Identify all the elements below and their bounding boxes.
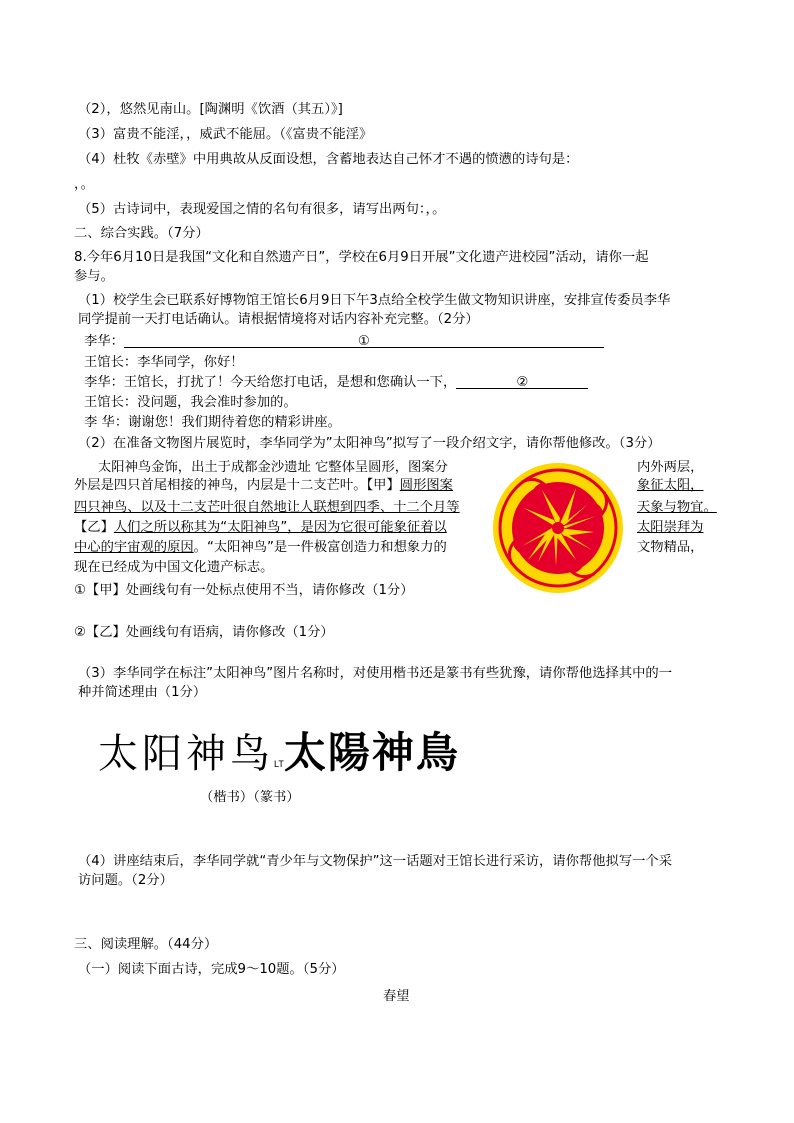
p3-line-1: （3）李华同学在标注”太阳神鸟”图片名称时，对使用楷书还是篆书有些犹豫，请你帮他选择其中的一 (78, 666, 673, 681)
p3-line-2: 种并简述理由（1分） (78, 685, 207, 700)
passage-line-1-left: 太阳神鸟金饰，出土于成都金沙遗址 它整体呈圆形，图案分 (98, 460, 448, 475)
sun-bird-image (492, 462, 624, 594)
p1-line-1: （1）校学生会已联系好博物馆王馆长6月9日下午3点给全校学生做文物知识讲座，安排宣传委员李华 (78, 293, 671, 308)
passage-line-4-left (74, 519, 447, 537)
dialogue-line-5: 李 华：谢谢您！我们期待着您的精彩讲座。 (84, 415, 341, 430)
dialogue-line-1 (84, 333, 604, 351)
p1-line-2: 同学提前一天打电话确认。请根据情境将对话内容补充完整。（2分） (78, 312, 479, 327)
q8-line-1: 8.今年6月10日是我国“文化和自然遗产日”，学校在6月9日开展”文化遗产进校园”活动，请你一起 (74, 250, 649, 265)
calligraphy-sample (98, 720, 460, 780)
passage-underline-jia-1: 圆形图案 (399, 478, 453, 493)
dialogue-line-4: 王馆长：没问题，我会准时参加的。 (84, 395, 297, 410)
calligraphy-caption: （楷书）（篆书） (200, 790, 300, 805)
q8-line-2: 参与。 (74, 269, 114, 284)
dialogue-line-3-text: 李华：王馆长，打扰了！今天给您打电话，是想和您确认一下， (84, 375, 457, 390)
blank-marker-2: ② (516, 375, 529, 390)
dialogue-line-3 (84, 374, 588, 392)
p4-line-2: 访问题。（2分） (78, 873, 173, 888)
answer-blank-1[interactable] (124, 333, 604, 348)
section-3-subtitle: （一）阅读下面古诗，完成9～10题。（5分） (78, 962, 345, 977)
passage-line-3-right: 天象与物宜。 (637, 500, 717, 515)
passage-line-4-a: 【乙】 (74, 520, 114, 535)
passage-line-4-right: 太阳崇拜为 (637, 520, 704, 535)
section-3-title: 三、阅读理解。（44分） (74, 937, 218, 952)
p4-line-1: （4）讲座结束后，李华同学就“青少年与文物保护”这一话题对王馆长进行采访，请你帮他拟写一个采 (78, 854, 673, 869)
question-line-4: （4）杜牧《赤壁》中用典故从反面设想，含蓄地表达自己怀才不遇的愤懑的诗句是： (78, 152, 579, 167)
passage-underline-yi-1: 人们之所以称其为“太阳神鸟”，是因为它很可能象征着以 (113, 520, 447, 535)
sun-center (552, 522, 564, 534)
passage-line-1-right: 内外两层， (637, 460, 704, 475)
passage-underline-yi-2: 中心的宇宙观的原因 (74, 540, 194, 555)
speaker-lihua: 李华： (84, 334, 124, 349)
passage-line-6: 现在已经成为中国文化遗产标志。 (74, 560, 274, 575)
sub-question-1: ①【甲】处画线句有一处标点使用不当，请你修改（1分） (74, 583, 414, 598)
question-line-2: （2），悠然见南山。[陶渊明《饮酒（其五）》] (78, 102, 343, 117)
section-2-title: 二、综合实践。（7分） (74, 226, 209, 241)
lt-mark: LT (274, 759, 284, 769)
dialogue-line-2: 王馆长：李华同学，你好！ (84, 355, 244, 370)
passage-line-5-left (74, 539, 447, 557)
passage-line-5-b: 。“太阳神鸟”是一件极富创造力和想象力的 (193, 540, 447, 555)
question-line-4-answer: ，。 (74, 177, 94, 192)
passage-line-2-a: 外层是四只首尾相接的神鸟，内层是十二支芒叶。【甲】 (74, 478, 400, 493)
answer-blank-2[interactable] (456, 374, 588, 389)
sub-question-2: ②【乙】处画线句有语病，请你修改（1分） (74, 625, 334, 640)
question-line-3: （3）富贵不能淫，，威武不能屈。（《富贵不能淫》 (78, 127, 373, 142)
question-line-5: （5）古诗词中，表现爱国之情的名句有很多，请写出两句：，。 (78, 202, 446, 217)
passage-line-2-right: 象征太阳， (637, 478, 704, 493)
passage-line-5-right: 文物精品， (637, 540, 704, 555)
passage-line-2-left (74, 477, 453, 495)
kaishu-text: 太阳神鸟 (98, 731, 274, 777)
passage-line-3-left: 四只神鸟、以及十二支芒叶很自然地让人联想到四季、十二个月等 (74, 500, 460, 515)
blank-marker-1: ① (357, 334, 370, 349)
zhuanshu-text: 太陽神鳥 (283, 728, 460, 777)
poem-title: 春望 (383, 989, 410, 1004)
p2-line-1: （2）在准备文物图片展览时，李华同学为”太阳神鸟”拟写了一段介绍文字，请你帮他修改。（3分） (78, 436, 661, 451)
